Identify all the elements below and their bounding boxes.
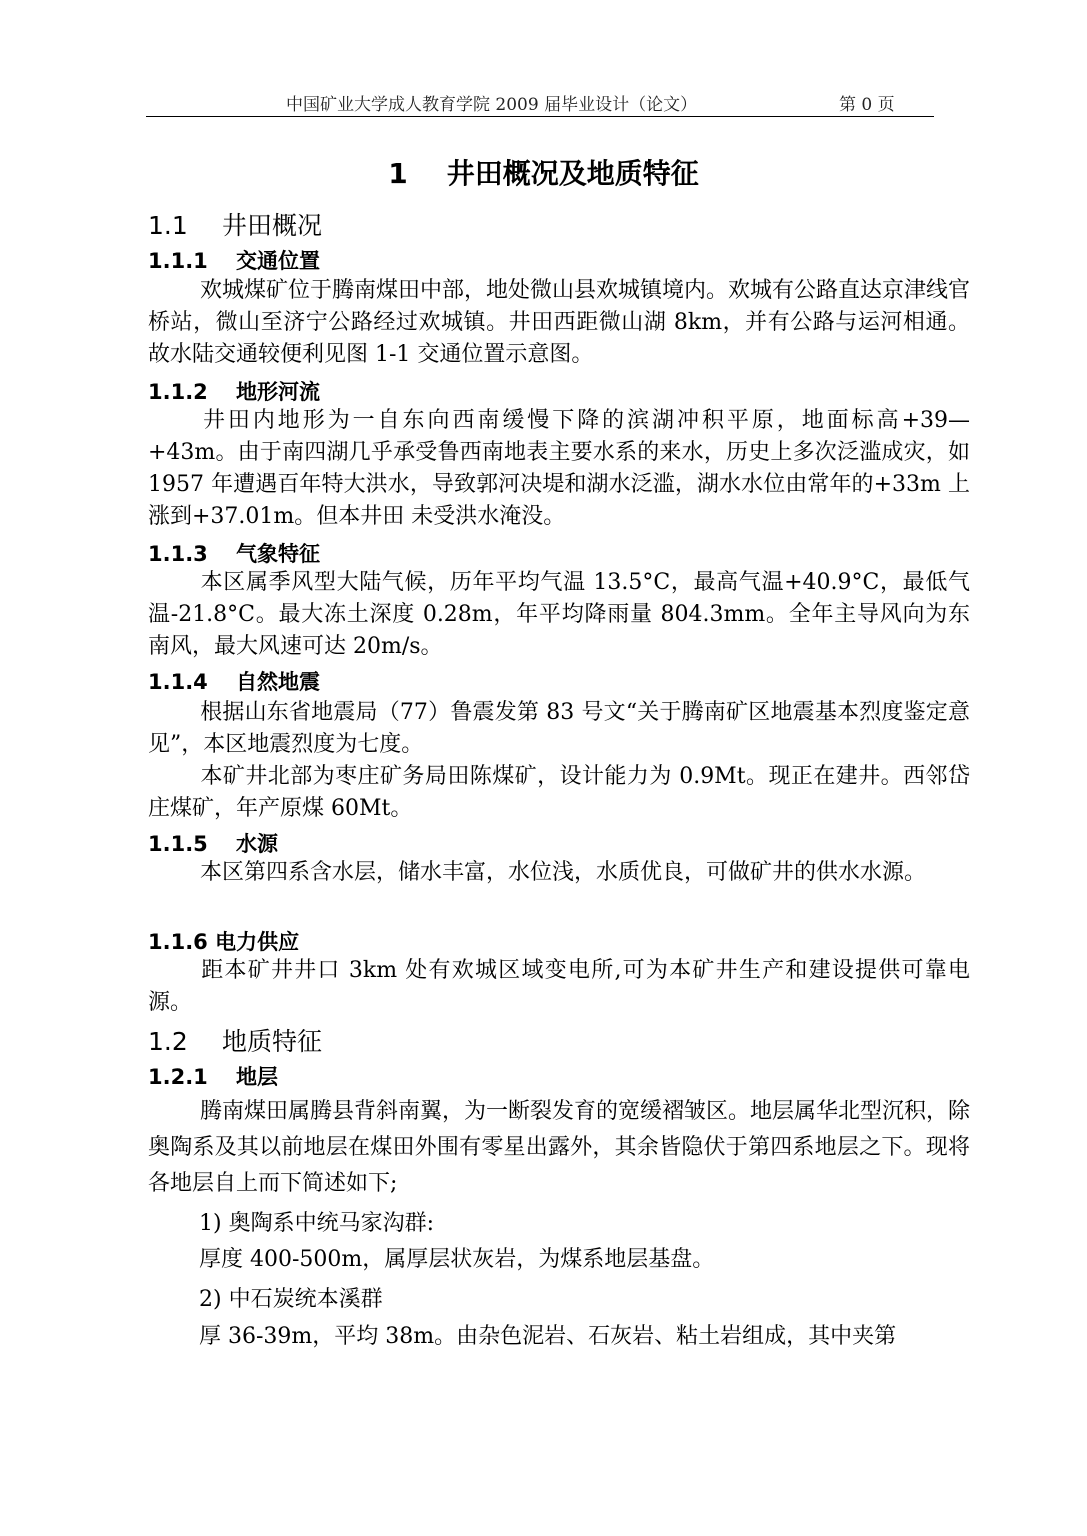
subsection-title: 自然地震: [236, 670, 320, 694]
section-heading-1-2: [148, 1022, 322, 1058]
subsection-title: 水源: [236, 832, 278, 856]
subsection-heading-1-2-1: [148, 1061, 278, 1091]
paragraph-text: 腾南煤田属腾县背斜南翼，为一断裂发育的宽缓褶皱区。地层属华北型沉积，除奥陶系及其以前地层在煤田外围有零星出露外，其余皆隐伏于第四系地层之下。现将各地层自上而下简述如下;: [148, 1099, 971, 1196]
paragraph-text: 根据山东省地震局（77）鲁震发第 83 号文“关于腾南矿区地震基本烈度鉴定意见”，本区地震烈度为七度。: [148, 700, 970, 757]
page-number: 第 0 页: [839, 95, 895, 115]
subsection-number: 1.1.5: [148, 832, 208, 856]
paragraph-text: 本区第四系含水层，储水丰富，水位浅，水质优良，可做矿井的供水水源。: [200, 860, 927, 885]
paragraph-text: 本区属季风型大陆气候，历年平均气温 13.5°C，最高气温+40.9°C，最低气温-21.8°C。最大冻土深度 0.28m，年平均降雨量 804.3mm。全年主导风向为东南风，最大风速可达 20m/s。: [148, 570, 970, 659]
section-number: 1.1: [148, 211, 188, 240]
subsection-heading-1-1-1: [148, 245, 320, 275]
paragraph-text: 距本矿井井口 3km 处有欢城区域变电所,可为本矿井生产和建设提供可靠电源。: [148, 958, 970, 1015]
subsection-number: 1.1.3: [148, 542, 208, 566]
paragraph-earthquake: [148, 697, 970, 761]
list-item-text: 厚度 400-500m，属厚层状灰岩，为煤系地层基盘。: [199, 1247, 715, 1272]
header-title: 中国矿业大学成人教育学院 2009 届毕业设计（论文）: [286, 95, 698, 115]
chapter-title: 1 井田概况及地质特征: [388, 157, 699, 190]
paragraph-text: 本矿井北部为枣庄矿务局田陈煤矿，设计能力为 0.9Mt。现正在建井。西邻岱庄煤矿，年产原煤 60Mt。: [148, 764, 970, 821]
list-item-text: 厚 36-39m，平均 38m。由杂色泥岩、石灰岩、粘土岩组成，其中夹第: [199, 1324, 897, 1349]
paragraph-neighbors: [148, 761, 970, 825]
paragraph-power-supply: [148, 955, 970, 1019]
paragraph-text: 欢城煤矿位于腾南煤田中部，地处微山县欢城镇境内。欢城有公路直达京津线官桥站，微山至济宁公路经过欢城镇。井田西距微山湖 8km，并有公路与运河相通。故水陆交通较便利见图 1-1 交通位置示意图。: [148, 278, 971, 367]
subsection-title: 气象特征: [236, 542, 320, 566]
paragraph-strata: [148, 1094, 970, 1202]
subsection-title: 地形河流: [236, 380, 320, 404]
subsection-title: 地层: [236, 1065, 278, 1089]
list-item-title: 1) 奥陶系中统马家沟群:: [199, 1211, 434, 1236]
subsection-heading-1-1-2: [148, 376, 320, 406]
paragraph-climate: [148, 567, 970, 663]
paragraph-traffic: [148, 275, 970, 371]
subsection-heading-1-1-6: [148, 926, 299, 956]
section-number: 1.2: [148, 1027, 188, 1056]
list-item-title: 2) 中石炭统本溪群: [199, 1287, 383, 1312]
subsection-number: 1.2.1: [148, 1065, 208, 1089]
section-title: 地质特征: [222, 1027, 323, 1056]
paragraph-terrain: [148, 405, 970, 533]
page-header: [146, 88, 934, 117]
subsection-number: 1.1.2: [148, 380, 208, 404]
subsection-number: 1.1.4: [148, 670, 208, 694]
subsection-heading-1-1-4: [148, 666, 320, 696]
subsection-title: 交通位置: [236, 249, 320, 273]
section-title: 井田概况: [222, 211, 323, 240]
subsection-heading-1-1-5: [148, 828, 278, 858]
subsection-heading-1-1-3: [148, 538, 320, 568]
subsection-number: 1.1.1: [148, 249, 208, 273]
paragraph-water-source: [148, 857, 970, 889]
subsection-title: 1.1.6 电力供应: [148, 930, 300, 954]
section-heading-1-1: [148, 206, 322, 242]
paragraph-text: 井田内地形为一自东向西南缓慢下降的滨湖冲积平原，地面标高+39—+43m。由于南四湖几乎承受鲁西南地表主要水系的来水，历史上多次泛滥成灾，如 1957 年遭遇百年特大洪水，导致郭河决堤和湖水泛滥，湖水水位由常年的+33m 上涨到+37.01m。但本井田 未受洪水淹没。: [148, 408, 970, 529]
